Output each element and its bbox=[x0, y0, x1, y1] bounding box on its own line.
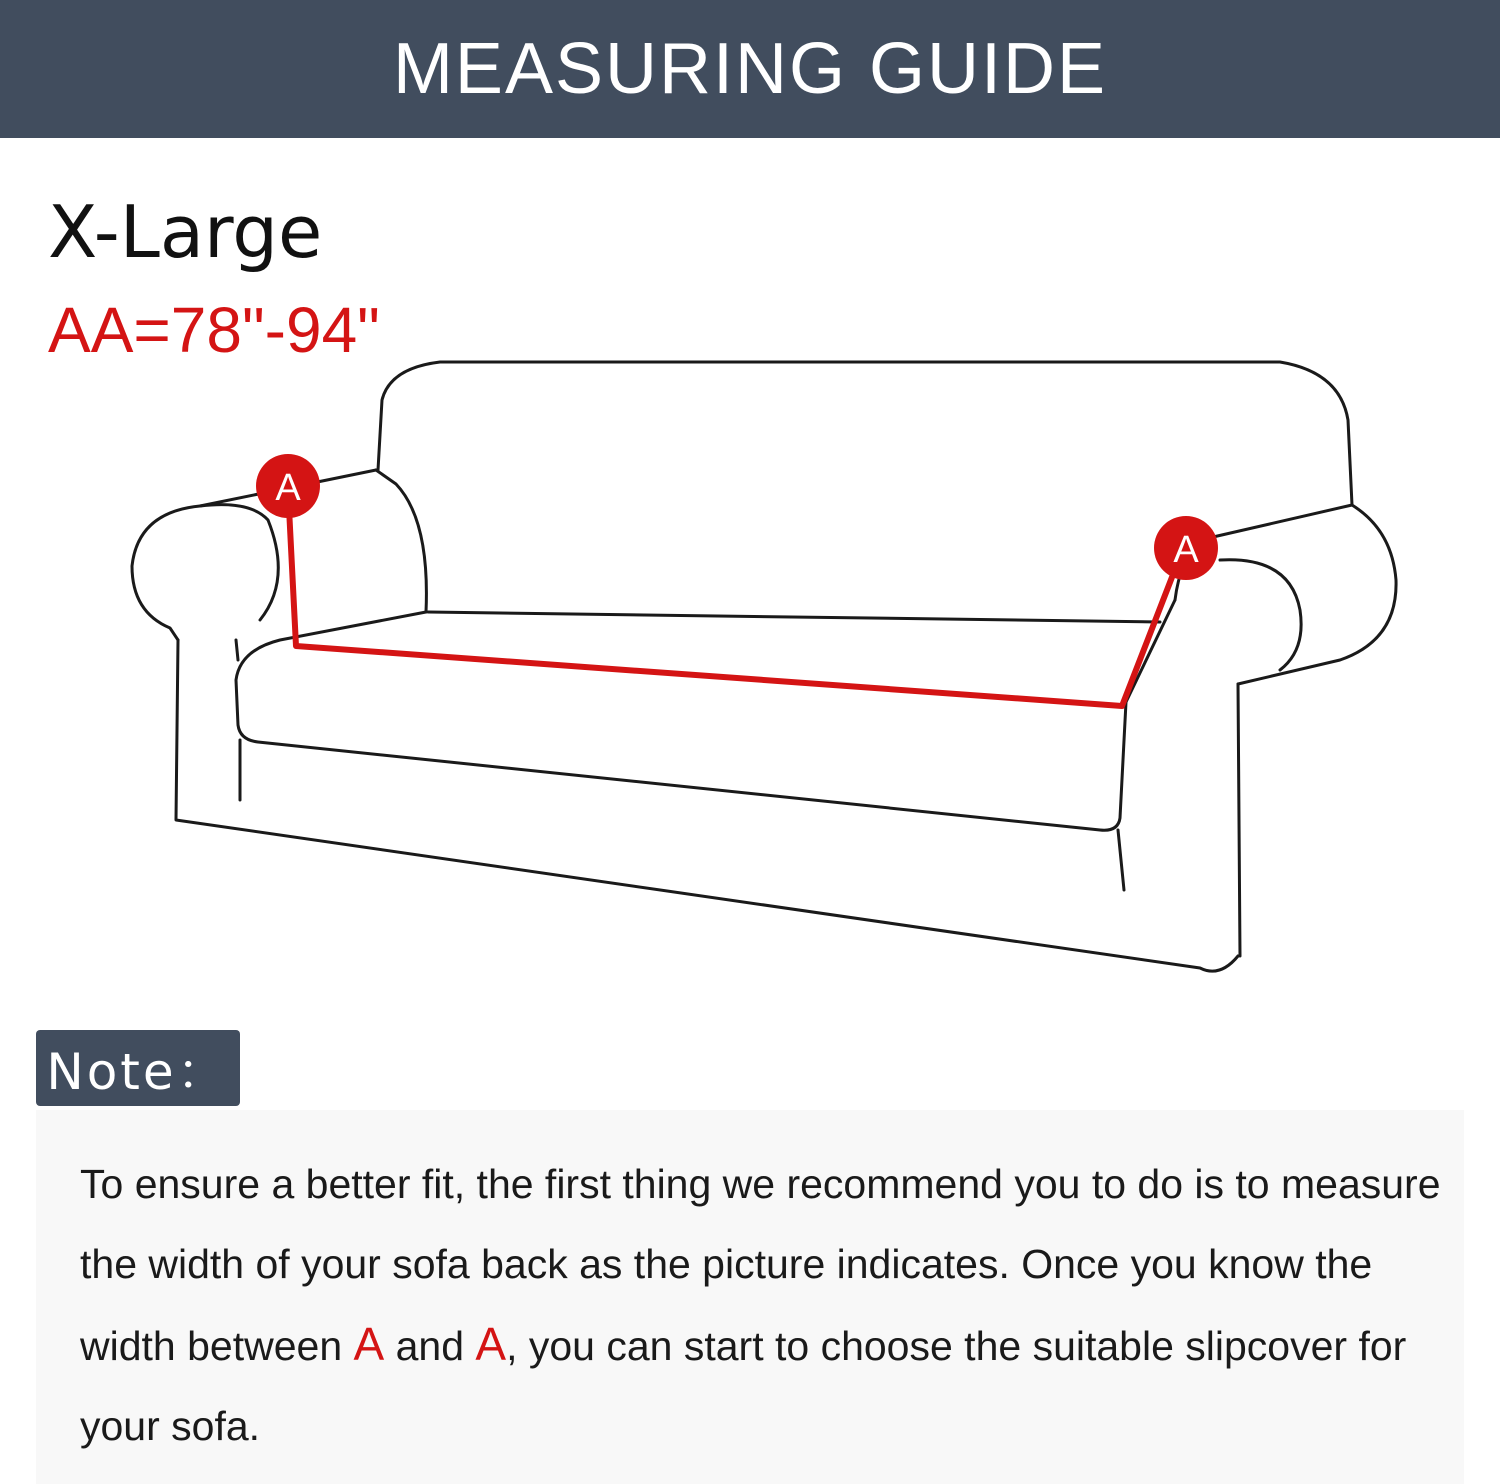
size-range: AA=78"-94" bbox=[48, 294, 380, 366]
marker-a-left bbox=[256, 454, 320, 518]
note-text bbox=[80, 1144, 1460, 1466]
marker-a-right bbox=[1154, 516, 1218, 580]
marker-a-right-label: A bbox=[1173, 529, 1199, 571]
page-title: MEASURING GUIDE bbox=[392, 29, 1108, 109]
note-point-b: A bbox=[475, 1318, 507, 1370]
note-badge bbox=[36, 1030, 240, 1106]
sofa-diagram bbox=[0, 340, 1500, 1000]
marker-a-left-label: A bbox=[275, 467, 301, 509]
note-text-part2: , you can start to choose the suitable slipcover for your sofa. bbox=[80, 1323, 1407, 1449]
size-label: X-Large bbox=[48, 190, 323, 274]
header-banner bbox=[0, 0, 1500, 138]
note-point-a: A bbox=[353, 1318, 385, 1370]
note-text-part1: To ensure a better fit, the first thing we recommend you to do is to measure the width of your sofa back as the picture indicates. Once you know the width between bbox=[80, 1161, 1441, 1369]
sofa-outline bbox=[132, 362, 1396, 971]
note-text-and: and bbox=[384, 1323, 476, 1369]
note-badge-label: Note： bbox=[46, 1043, 230, 1101]
